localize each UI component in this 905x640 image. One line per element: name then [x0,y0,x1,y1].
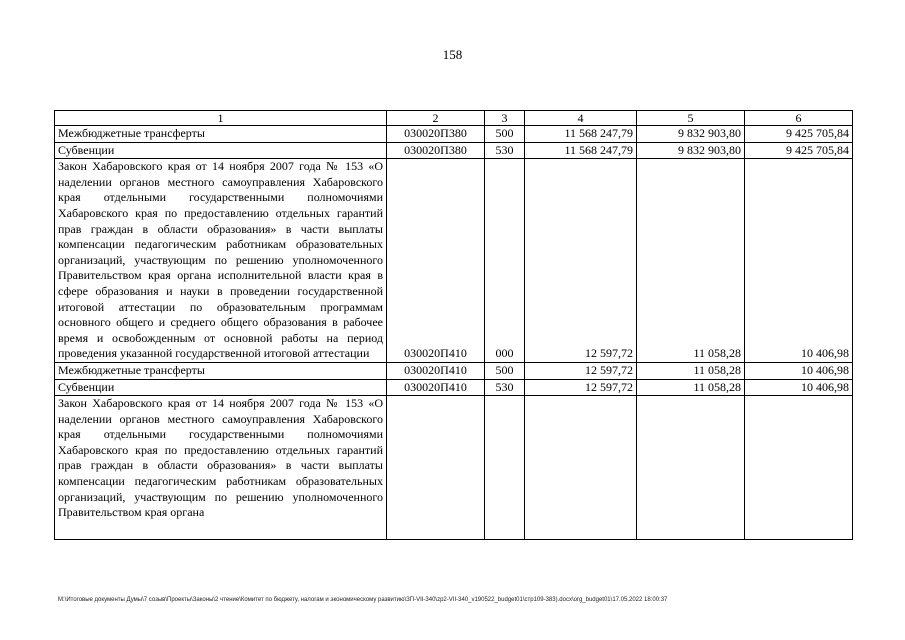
row-amount-1 [525,396,637,540]
row-amount-1: 11 568 247,79 [525,142,637,159]
row-expense-type: 500 [485,126,525,143]
table-row [55,396,853,540]
row-expense-type: 530 [485,379,525,396]
row-amount-3: 10 406,98 [745,362,853,379]
row-name: Межбюджетные трансферты [55,362,387,379]
row-amount-3: 9 425 705,84 [745,142,853,159]
row-amount-1: 12 597,72 [525,379,637,396]
table-row [55,142,853,159]
row-amount-1: 11 568 247,79 [525,126,637,143]
header-cell: 6 [745,111,853,126]
row-amount-3 [745,396,853,540]
row-amount-1: 12 597,72 [525,159,637,363]
row-amount-1: 12 597,72 [525,362,637,379]
page-number: 158 [442,47,463,62]
row-code: 030020П380 [387,142,485,159]
row-amount-2: 9 832 903,80 [637,142,745,159]
row-expense-type: 000 [485,159,525,363]
row-name: Закон Хабаровского края от 14 ноября 2007 года № 153 «О наделении органов местного самоуправления Хабаровского края отдельными государственными полномочиями Хабаровского края по предоставлению отдельных гарантий прав граждан в области образования» в части выплаты компенсации педагогическим работникам образовательных организаций, участвующим по решению уполномоченного Правительством края органа исполнительной власти края в сфере образования и науки в проведении государственной итоговой аттестации по образовательным программам основного общего и среднего общего образования в рабочее время и освобожденным от основной работы на период проведения указанной государственной итоговой аттестации [55,159,387,363]
table-row [55,126,853,143]
table-row [55,379,853,396]
row-expense-type: 500 [485,362,525,379]
row-name: Закон Хабаровского края от 14 ноября 2007 года № 153 «О наделении органов местного самоуправления Хабаровского края отдельными государственными полномочиями Хабаровского края по предоставлению отдельных гарантий прав граждан в области образования» в части выплаты компенсации педагогическим работникам образовательных организаций, участвующим по решению уполномоченного Правительством края органа [55,396,387,540]
row-code: 030020П410 [387,159,485,363]
row-name: Межбюджетные трансферты [55,126,387,143]
row-amount-2 [637,396,745,540]
budget-table [54,110,853,540]
row-amount-3: 10 406,98 [745,159,853,363]
row-code: 030020П410 [387,379,485,396]
header-cell: 3 [485,111,525,126]
row-amount-3: 9 425 705,84 [745,126,853,143]
row-name: Субвенции [55,379,387,396]
row-amount-2: 11 058,28 [637,362,745,379]
row-amount-2: 11 058,28 [637,379,745,396]
header-cell: 5 [637,111,745,126]
header-cell: 1 [55,111,387,126]
row-code: 030020П410 [387,362,485,379]
row-amount-2: 9 832 903,80 [637,126,745,143]
table-header-row [55,111,853,126]
row-code: 030020П380 [387,126,485,143]
row-expense-type [485,396,525,540]
row-code [387,396,485,540]
header-cell: 2 [387,111,485,126]
row-amount-3: 10 406,98 [745,379,853,396]
header-cell: 4 [525,111,637,126]
table-row [55,159,853,363]
row-amount-2: 11 058,28 [637,159,745,363]
row-name: Субвенции [55,142,387,159]
row-expense-type: 530 [485,142,525,159]
footer-file-path: M:\Итоговые документы Думы\7 созыв\Проекты\Законы\2 чтение\Комитет по бюджету, налогам и экономическому развитию\ЗП-VII-340\zp2-VII-340_v190522_budget01\стр109-383).docx\org_budget01\17.05.2022 18:00:37 [58,597,668,603]
table-row [55,362,853,379]
